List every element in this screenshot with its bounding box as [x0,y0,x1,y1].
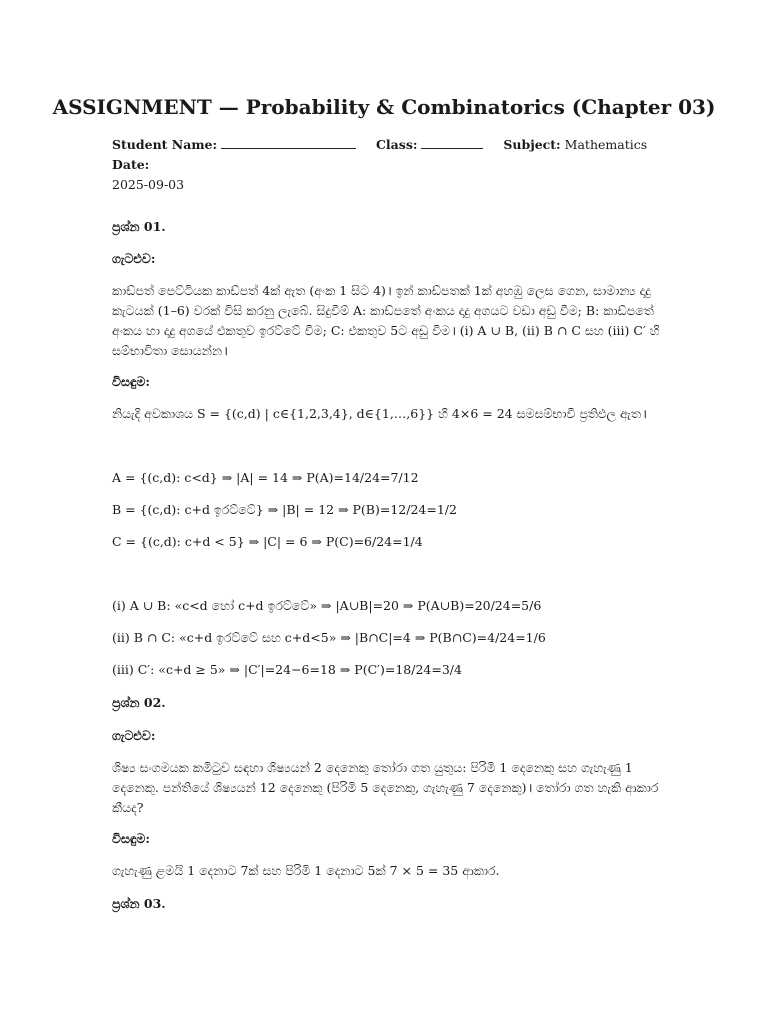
q1-part-ii: (ii) B ∩ C: «c+d ඉරට්ටේ සහ c+d<5» ⇒ |B∩C|=4 ⇒ P(B∩C)=4/24=1/6 [112,630,546,645]
q1-part-iii: (iii) C′: «c+d ≥ 5» ⇒ |C′|=24−6=18 ⇒ P(C′)=18/24=3/4 [112,662,462,677]
class-field[interactable] [421,136,483,149]
q2-solution-label: විසඳුම: [112,831,150,846]
q2-problem-label: ගැටළුව: [112,728,156,743]
q1-part-i: (i) A ∪ B: «c<d හෝ c+d ඉරට්ටේ» ⇒ |A∪B|=20 ⇒ P(A∪B)=20/24=5/6 [112,598,542,613]
q1-sample-space: නියැදි අවකාශය S = {(c,d) | c∈{1,2,3,4}, d∈{1,…,6}} හි 4×6 = 24 සමසම්භාවී ප්‍රතිඵල ඇත। [112,406,647,421]
q1-line-c: C = {(c,d): c+d < 5} ⇒ |C| = 6 ⇒ P(C)=6/24=1/4 [112,534,423,549]
subject-label: Subject: [503,137,561,152]
q2-problem-text: ශිෂ්‍ය සංගමයක කමිටුව සඳහා ශිෂ්‍යයන් 2 දෙනෙකු තෝරා ගත යුතුය: පිරිමි 1 දෙනෙකු සහ ගැහැණු 1 දෙනෙකු. පන්තියේ ශිෂ්‍යයන් 12 දෙනෙකු (පිරිමි 5 දෙනෙකු, ගැහැණු 7 දෙනෙකු)। තෝරා ගත හැකි ආකාර කීයද? [112,760,659,815]
student-name-field[interactable] [221,136,356,149]
student-name-label: Student Name: [112,137,218,152]
q1-heading: ප්‍රශ්න 01. [112,219,166,234]
date-label: Date: [112,157,150,172]
q1-problem-label: ගැටළුව: [112,251,156,266]
q1-solution-label: විසඳුම: [112,374,150,389]
q1-line-b: B = {(c,d): c+d ඉරට්ටේ} ⇒ |B| = 12 ⇒ P(B)=12/24=1/2 [112,502,457,517]
class-label: Class: [375,137,418,152]
q3-heading: ප්‍රශ්න 03. [112,896,166,911]
q1-problem-text: කාඩ්පත් පෙට්ටියක කාඩ්පත් 4ක් ඇත (අංක 1 සිට 4)। ඉන් කාඩ්පතක් 1ක් අහඹු ලෙස ගෙන, සාමාන්‍ය දාදු කැටයක් (1–6) වරක් විසි කරනු ලැබේ. සිදුවීම් A: කාඩ්පතේ අංකය දාදු අගයට වඩා අඩු වීම; B: කාඩ්පතේ අංකය හා දාදු අගයේ එකතුව ඉරට්ටේ වීම; C: එකතුව 5ට අඩු වීම। (i) A ∪ B, (ii) B ∩ C සහ (iii) C′ හි සම්භාවිතා සොයන්න। [112,283,660,358]
subject-value: Mathematics [564,137,648,152]
q2-solution-text: ගැහැණු ළමයි 1 දෙනාට 7ක් සහ පිරිමි 1 දෙනාට 5ක් 7 × 5 = 35 ආකාර. [112,863,500,878]
header-fields [112,135,672,195]
q1-line-a: A = {(c,d): c<d} ⇒ |A| = 14 ⇒ P(A)=14/24=7/12 [112,470,419,485]
q2-heading: ප්‍රශ්න 02. [112,695,166,710]
page-title: ASSIGNMENT — Probability & Combinatorics (Chapter 03) [52,95,716,119]
date-value: 2025-09-03 [112,177,185,192]
